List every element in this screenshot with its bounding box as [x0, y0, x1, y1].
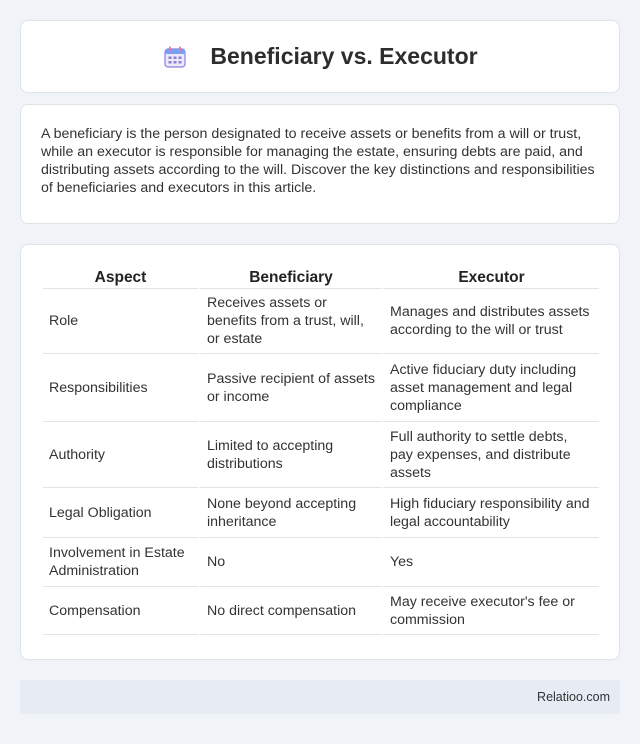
executor-cell: Active fiduciary duty including asset management and legal compliance	[381, 354, 599, 422]
aspect-cell: Role	[43, 289, 198, 354]
beneficiary-cell: None beyond accepting inheritance	[198, 488, 381, 538]
comparison-card	[20, 244, 620, 660]
executor-cell: Yes	[381, 538, 599, 587]
column-header-executor: Executor	[381, 263, 599, 289]
table-row	[43, 289, 599, 354]
beneficiary-cell: No	[198, 538, 381, 587]
footer	[20, 680, 620, 714]
column-header-beneficiary: Beneficiary	[198, 263, 381, 289]
aspect-cell: Authority	[43, 422, 198, 488]
executor-cell: May receive executor's fee or commission	[381, 587, 599, 635]
executor-cell: Manages and distributes assets according to the will or trust	[381, 289, 599, 354]
table-header-row	[43, 263, 599, 289]
table-row	[43, 587, 599, 635]
comparison-table	[43, 263, 599, 635]
aspect-cell: Compensation	[43, 587, 198, 635]
aspect-cell: Responsibilities	[43, 354, 198, 422]
table-row	[43, 538, 599, 587]
beneficiary-cell: No direct compensation	[198, 587, 381, 635]
beneficiary-cell: Receives assets or benefits from a trust, will, or estate	[198, 289, 381, 354]
aspect-cell: Involvement in Estate Administration	[43, 538, 198, 587]
executor-cell: Full authority to settle debts, pay expenses, and distribute assets	[381, 422, 599, 488]
table-row	[43, 422, 599, 488]
footer-brand: Relatioo.com	[537, 690, 610, 704]
table-row	[43, 354, 599, 422]
table-row	[43, 488, 599, 538]
beneficiary-cell: Limited to accepting distributions	[198, 422, 381, 488]
intro-card	[20, 104, 620, 224]
title-card	[20, 20, 620, 93]
column-header-aspect: Aspect	[43, 263, 198, 289]
beneficiary-cell: Passive recipient of assets or income	[198, 354, 381, 422]
page-title: Beneficiary vs. Executor	[210, 43, 478, 69]
aspect-cell: Legal Obligation	[43, 488, 198, 538]
calendar-icon	[162, 44, 188, 70]
executor-cell: High fiduciary responsibility and legal accountability	[381, 488, 599, 538]
intro-paragraph: A beneficiary is the person designated to receive assets or benefits from a will or trust, while an executor is responsible for managing the estate, ensuring debts are paid, and distributing assets according to the will. Discover the key distinctions and responsibilities of beneficiaries and executors in this article.	[41, 126, 595, 196]
